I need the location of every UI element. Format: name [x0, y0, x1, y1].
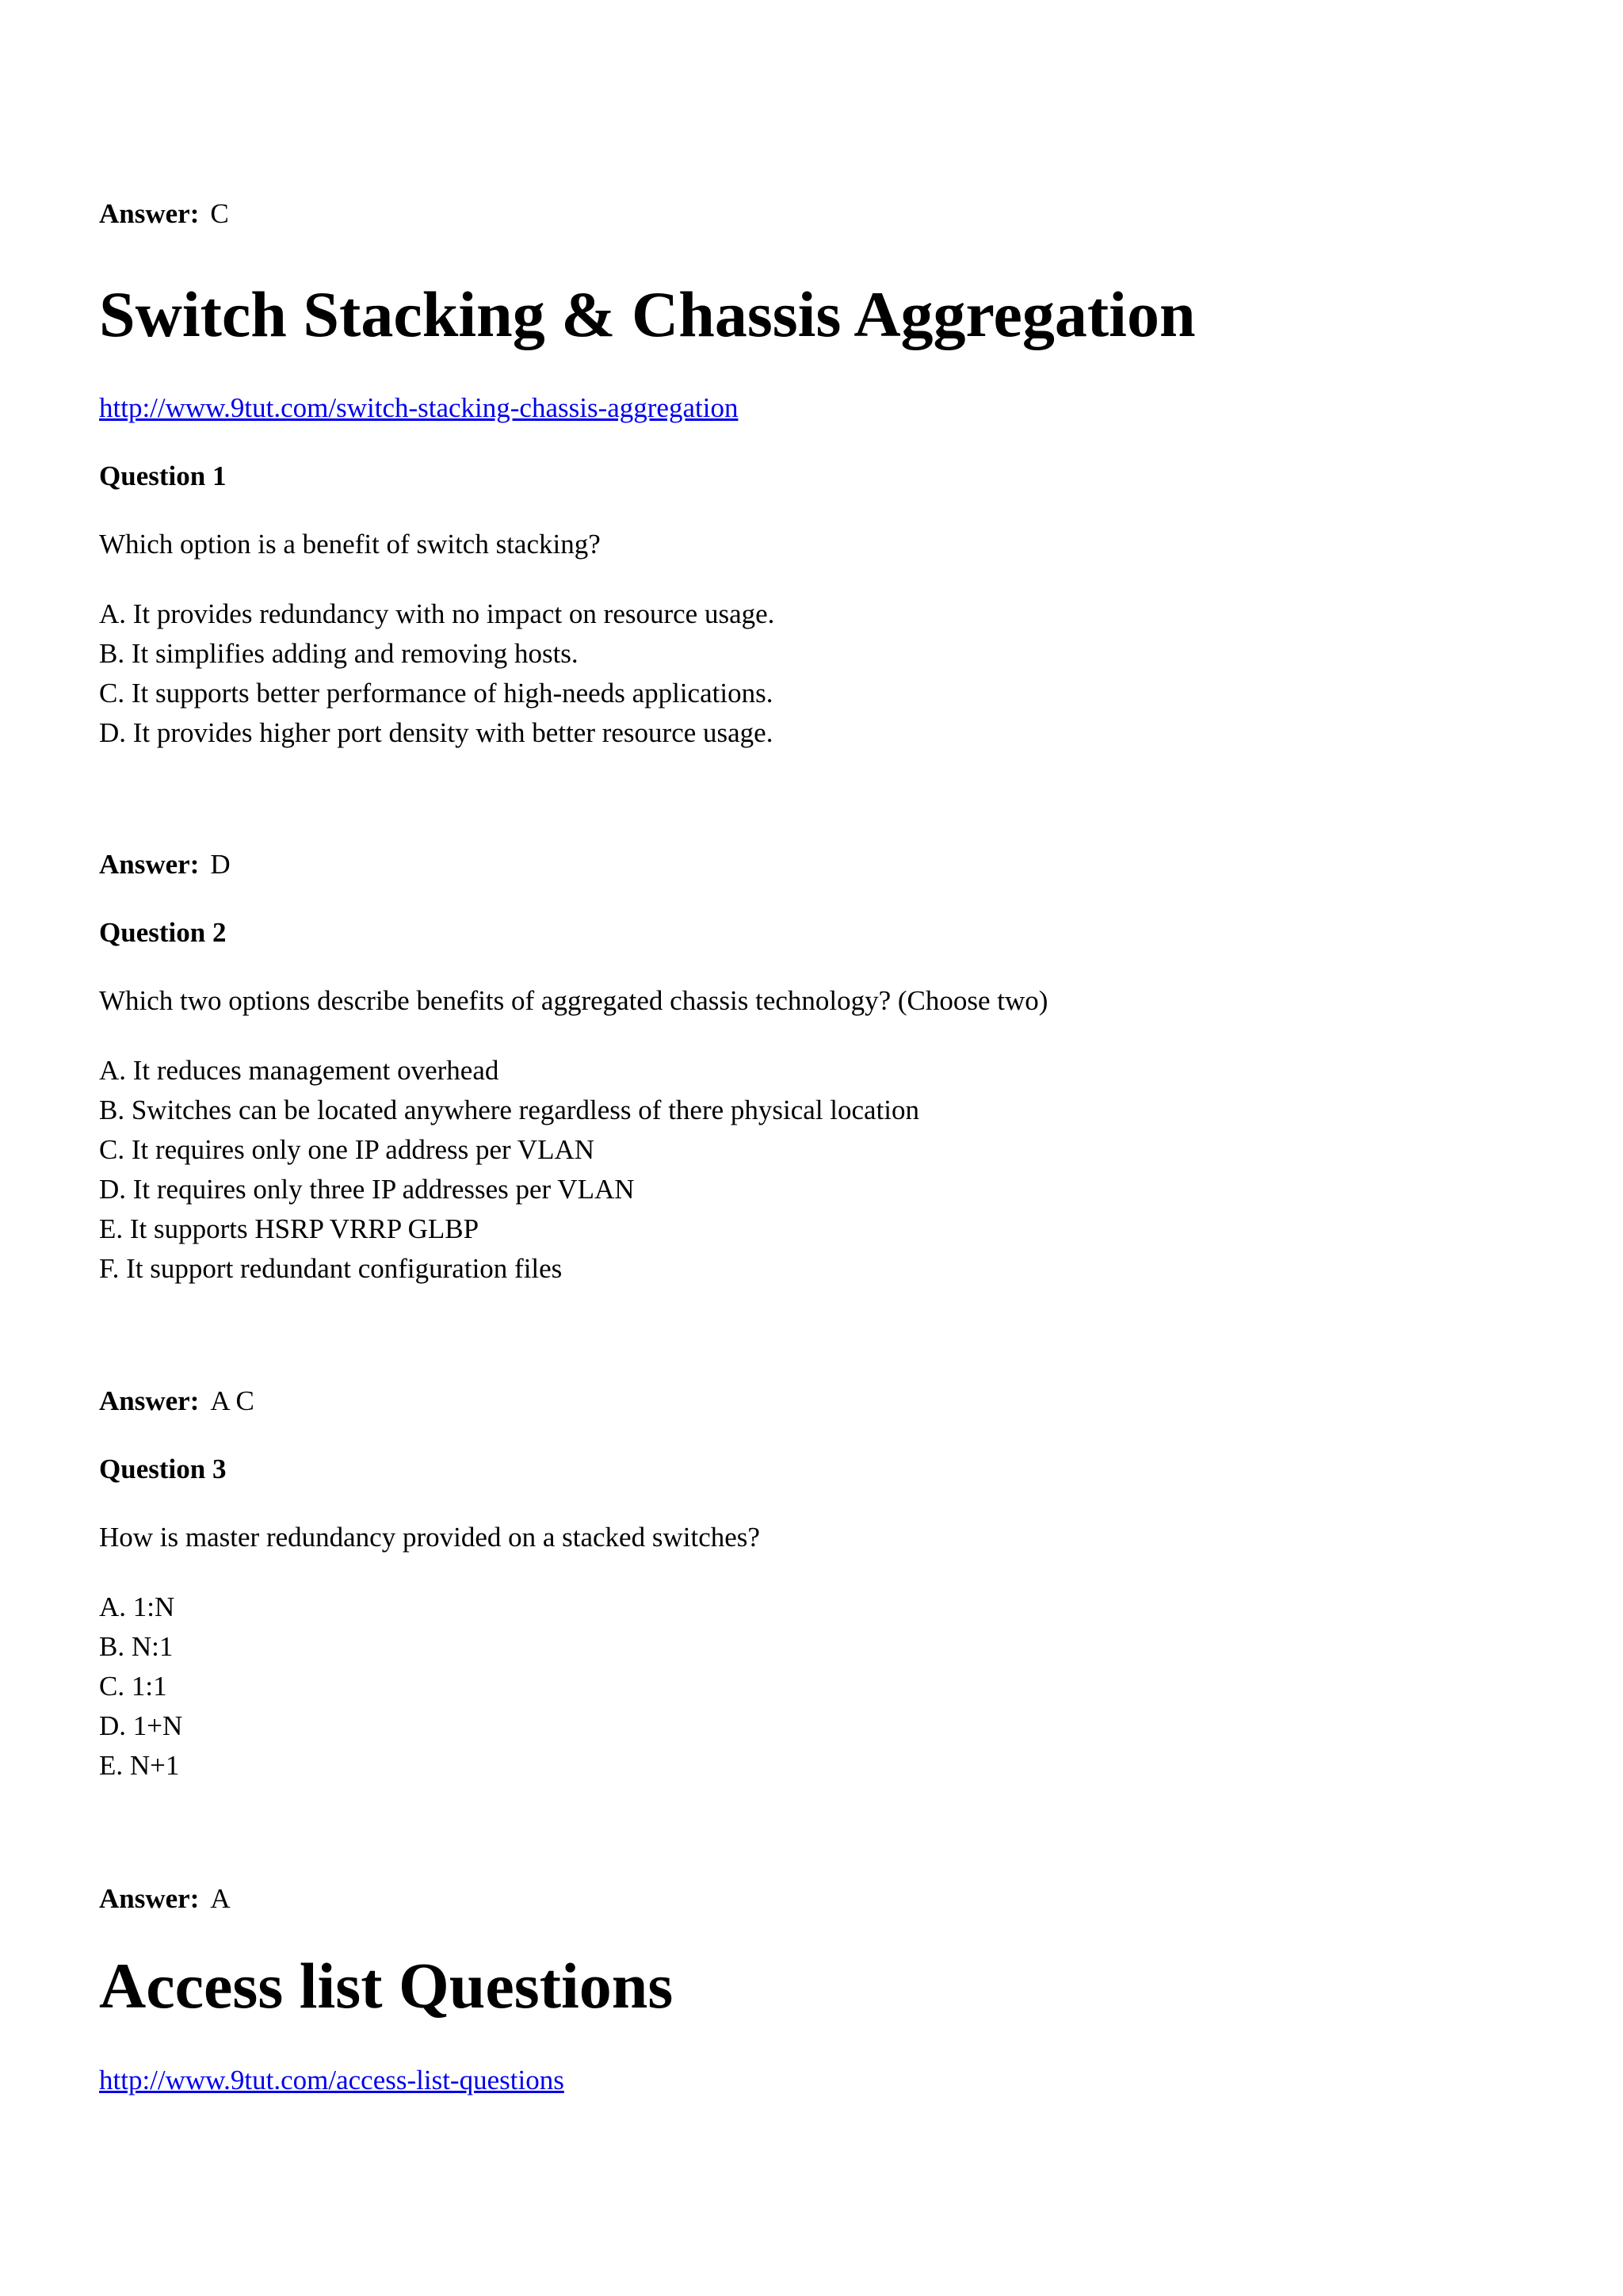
option-item: C. It supports better performance of high-needs applications.: [99, 678, 773, 709]
section-heading: Access list Questions: [99, 1950, 674, 2022]
question-options: [99, 1587, 182, 1786]
answer-label: Answer:: [99, 1385, 200, 1416]
option-item: C. 1:1: [99, 1671, 167, 1702]
question-label: Question 1: [99, 460, 227, 491]
option-item: E. N+1: [99, 1750, 180, 1781]
option-item: A. It reduces management overhead: [99, 1055, 499, 1086]
section-link[interactable]: http://www.9tut.com/access-list-questions: [99, 2065, 564, 2095]
option-item: D. It requires only three IP addresses per VLAN: [99, 1174, 635, 1205]
question-text: Which option is a benefit of switch stacking?: [99, 529, 601, 560]
question-text: Which two options describe benefits of aggregated chassis technology? (Choose two): [99, 985, 1048, 1016]
answer-label: Answer:: [99, 198, 200, 229]
question-options: [99, 594, 774, 753]
question-label: Question 3: [99, 1454, 227, 1484]
question-label: Question 2: [99, 917, 227, 948]
section-heading: Switch Stacking & Chassis Aggregation: [99, 278, 1196, 350]
option-item: A. 1:N: [99, 1591, 175, 1622]
option-item: B. N:1: [99, 1631, 174, 1662]
answer-label: Answer:: [99, 849, 200, 880]
question-options: [99, 1051, 919, 1289]
answer-value: A C: [210, 1385, 254, 1416]
option-item: E. It supports HSRP VRRP GLBP: [99, 1213, 479, 1244]
section-link[interactable]: http://www.9tut.com/switch-stacking-chassis-aggregation: [99, 392, 739, 423]
answer-line: [99, 1879, 231, 1919]
question-text: How is master redundancy provided on a stacked switches?: [99, 1522, 760, 1553]
answer-line: [99, 1381, 254, 1421]
answer-value: D: [210, 849, 231, 880]
answer-line: [99, 194, 229, 234]
option-item: A. It provides redundancy with no impact on resource usage.: [99, 598, 775, 629]
option-item: B. Switches can be located anywhere regardless of there physical location: [99, 1095, 920, 1125]
option-item: B. It simplifies adding and removing hosts.: [99, 638, 579, 669]
option-item: D. It provides higher port density with better resource usage.: [99, 717, 773, 748]
answer-value: A: [210, 1883, 231, 1914]
option-item: C. It requires only one IP address per VLAN: [99, 1134, 595, 1165]
answer-value: C: [210, 198, 229, 229]
option-item: F. It support redundant configuration files: [99, 1253, 563, 1284]
option-item: D. 1+N: [99, 1710, 183, 1741]
answer-label: Answer:: [99, 1883, 200, 1914]
answer-line: [99, 845, 231, 884]
